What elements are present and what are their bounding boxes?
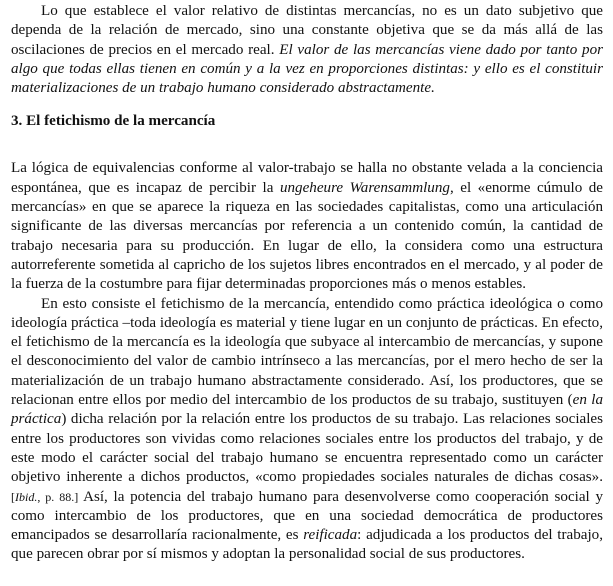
paragraph-text: Así, la potencia del trabajo humano para desenvolverse como cooperación social y como intercambio de los productores, que en una sociedad democrática de productores emancipados se desarrollaría racionalmente, es (11, 488, 603, 544)
paragraph-text: , el «enorme cúmulo de mercancías» en que se aparece la riqueza en las sociedades capitalistas, como una articulación significante de las diversas mercancías por referencia a un contenido común, la cantidad de trabajo necesaria para su producción. En lugar de ello, la considera como una estructura autorreferente sometida al capricho de los sujetos libres encontrados en el mercado, y al poder de la fuerza de la costumbre para fijar determinadas proporciones más o menos estables. (11, 179, 603, 293)
paragraph-fetichismo (11, 295, 603, 565)
emphasis-reificada: reificada (303, 527, 358, 544)
paragraph-text: La lógica de equivalencias conforme al valor-trabajo se halla no obstante velada a la conciencia espontánea, que es incapaz de percibir la (11, 160, 603, 196)
paragraph-text: ) dicha relación por la relación entre los productos de su trabajo. Las relaciones sociales entre los productores son vividas como relaciones sociales entre los productos del trabajo, y de este modo el carácter social del trabajo humano se encuentra representado como un carácter objetivo inherente a dichos productos, «como propiedades sociales naturales de dichas cosas». (11, 411, 603, 486)
section-heading: 3. El fetichismo de la mercancía (11, 113, 216, 130)
intro-text: Lo que establece el valor relativo de distintas mercancías, no es un dato subjetivo que dependa de la relación de mercado, sino una constante objetiva que se da más allá de las oscilaciones de precios en el mercado real. (11, 3, 603, 58)
paragraph-text: En esto consiste el fetichismo de la mercancía, entendido como práctica ideológica o como ideología práctica –toda ideología es material y tiene lugar en un conjunto de prácticas. En efecto, el fetichismo de la mercancía es la ideología que subyace al intercambio de mercancías, y supone el desconocimiento del valor de cambio intrínseco a las mercancías, por el mero hecho de ser la materialización de un trabajo humano abstractamente considerado. Así, los productores, que se relacionan entre ellos por medio del intercambio de los productos de su trabajo, sustituyen ( (11, 295, 603, 409)
citation-page: , p. 88.] (37, 489, 79, 504)
citation-ibid: Ibid. (15, 489, 38, 504)
german-term: ungeheure Warensammlung (279, 179, 450, 196)
intro-emphasis: El valor de las mercancías viene dado por tanto por algo que todas ellas tienen en común y a la vez en proporciones distintas: y ello es el constituir materializaciones de un trabajo humano considerado abstractamente. (11, 41, 603, 97)
citation-open: [ (11, 489, 15, 504)
paragraph-equivalencias (11, 159, 603, 294)
emphasis-practica: en la práctica (11, 392, 604, 428)
intro-paragraph (11, 2, 603, 98)
paragraph-text: : adjudicada a los productos del trabajo, que parecen obrar por sí mismos y adoptan la personalidad social de sus productores. (11, 527, 603, 563)
citation-reference (11, 490, 78, 504)
